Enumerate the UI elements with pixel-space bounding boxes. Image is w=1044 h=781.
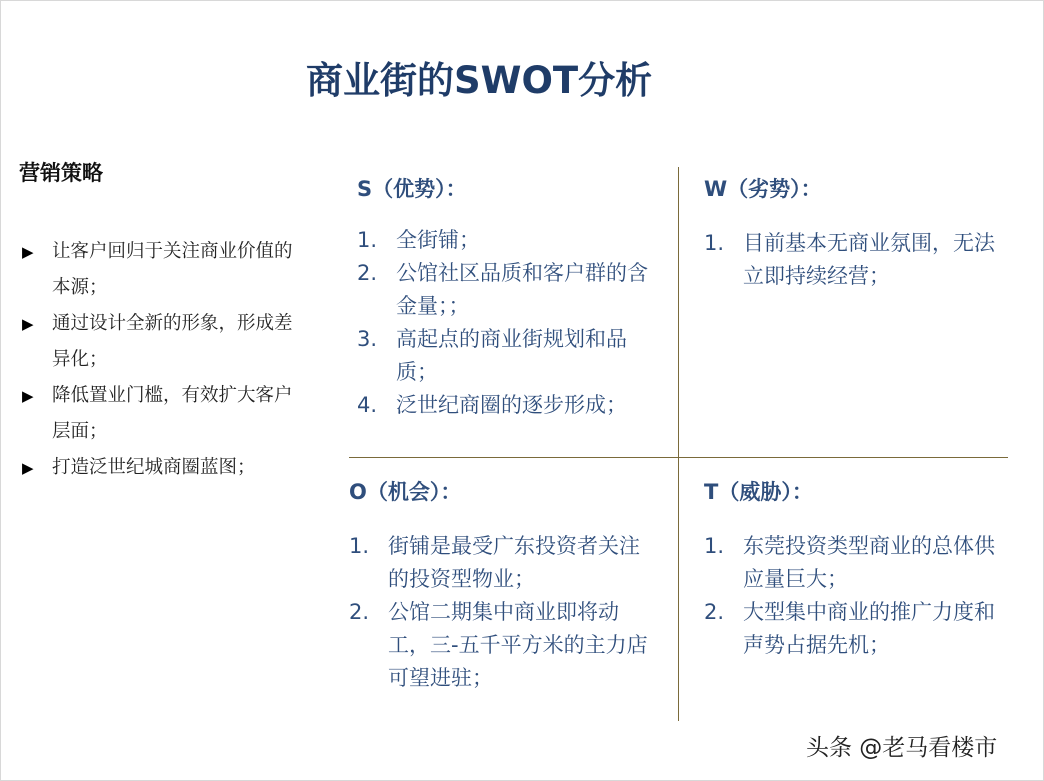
- slide-title: 商业街的SWOT分析: [306, 59, 653, 102]
- item-number: 2.: [357, 261, 378, 285]
- item-number: 1.: [704, 231, 725, 255]
- opportunity-item: [349, 596, 659, 695]
- strengths-list: [357, 224, 657, 422]
- item-text: 东莞投资类型商业的总体供应量巨大；: [743, 534, 995, 591]
- strength-item: [357, 323, 657, 389]
- quadrant-divider-horizontal: [349, 457, 1008, 458]
- quadrant-divider-vertical: [678, 167, 679, 721]
- item-text: 公馆二期集中商业即将动工，三-五千平方米的主力店可望进驻；: [388, 600, 648, 690]
- watermark: 头条 @老马看楼市: [806, 735, 998, 761]
- opportunities-title: O（机会）：: [349, 480, 462, 504]
- weaknesses-list: [704, 227, 1004, 293]
- weaknesses-title: W（劣势）：: [704, 177, 822, 201]
- strategy-item: [18, 378, 303, 450]
- weakness-item: [704, 227, 1004, 293]
- item-text: 泛世纪商圈的逐步形成；: [396, 393, 627, 417]
- item-text: 目前基本无商业氛围，无法立即持续经营；: [743, 231, 995, 288]
- triangle-bullet-icon: ▶: [22, 243, 34, 261]
- triangle-bullet-icon: ▶: [22, 315, 34, 333]
- strengths-title: S（优势）：: [357, 177, 467, 201]
- opportunity-item: [349, 530, 659, 596]
- strength-item: [357, 257, 657, 323]
- item-number: 2.: [349, 600, 370, 624]
- threat-item: [704, 596, 1004, 662]
- strategy-item: [18, 306, 303, 378]
- threat-item: [704, 530, 1004, 596]
- item-number: 1.: [357, 228, 378, 252]
- strategy-item: [18, 450, 303, 486]
- item-number: 2.: [704, 600, 725, 624]
- triangle-bullet-icon: ▶: [22, 459, 34, 477]
- item-text: 高起点的商业街规划和品质；: [396, 327, 627, 384]
- strategy-item-text: 打造泛世纪城商圈蓝图；: [52, 457, 256, 478]
- threats-title: T（威胁）：: [704, 480, 813, 504]
- strategy-item-text: 让客户回归于关注商业价值的本源；: [52, 241, 293, 298]
- strategy-list: [18, 234, 303, 486]
- triangle-bullet-icon: ▶: [22, 387, 34, 405]
- threats-list: [704, 530, 1004, 662]
- item-text: 全街铺；: [396, 228, 480, 252]
- item-number: 1.: [704, 534, 725, 558]
- strategy-item-text: 通过设计全新的形象，形成差异化；: [52, 313, 293, 370]
- item-text: 街铺是最受广东投资者关注的投资型物业；: [388, 534, 640, 591]
- item-number: 1.: [349, 534, 370, 558]
- item-text: 大型集中商业的推广力度和声势占据先机；: [743, 600, 995, 657]
- item-number: 4.: [357, 393, 378, 417]
- strategy-heading: 营销策略: [19, 161, 103, 185]
- strategy-item: [18, 234, 303, 306]
- opportunities-list: [349, 530, 659, 695]
- strength-item: [357, 224, 657, 257]
- item-text: 公馆社区品质和客户群的含金量；；: [396, 261, 648, 318]
- item-number: 3.: [357, 327, 378, 351]
- strategy-item-text: 降低置业门槛，有效扩大客户层面；: [52, 385, 293, 442]
- strength-item: [357, 389, 657, 422]
